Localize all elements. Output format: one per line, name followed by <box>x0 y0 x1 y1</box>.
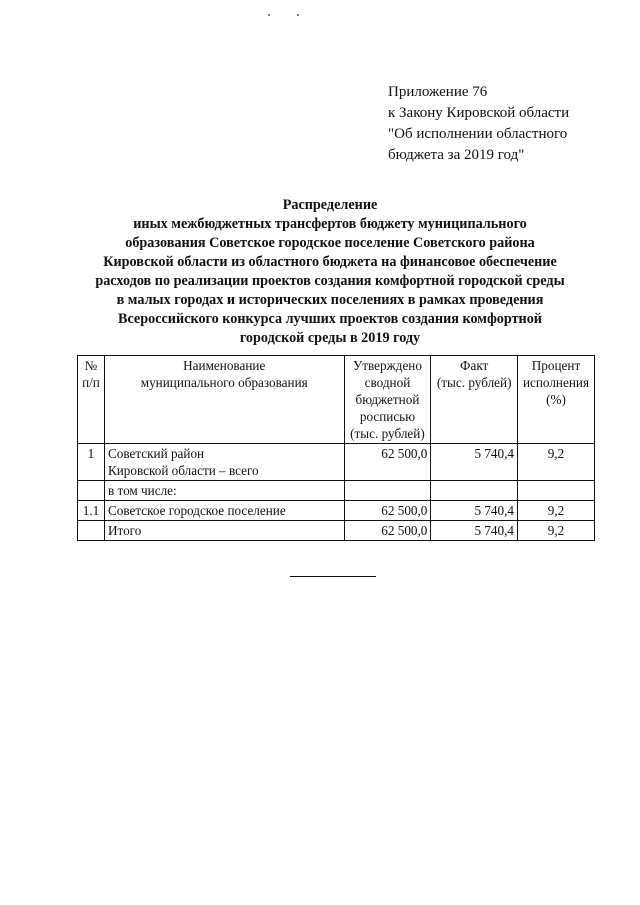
cell-approved: 62 500,0 <box>344 444 431 481</box>
title-line: иных межбюджетных трансфертов бюджету муниципального <box>133 216 527 232</box>
cell-num <box>78 521 105 541</box>
header-text: Факт <box>460 358 489 373</box>
cell-name: Итого <box>104 521 344 541</box>
title-line: Всероссийского конкурса лучших проектов создания комфортной <box>118 311 542 327</box>
scan-speck <box>297 14 299 16</box>
cell-name <box>104 444 344 481</box>
header-text: Утверждено <box>352 358 422 373</box>
cell-percent: 9,2 <box>518 444 595 481</box>
header-text: (тыс. рублей) <box>436 375 512 390</box>
header-text: (тыс. рублей) <box>350 426 425 441</box>
header-text: бюджетной <box>355 392 420 407</box>
appendix-line: Приложение 76 <box>388 84 488 100</box>
header-num <box>78 356 105 444</box>
header-text: росписью <box>359 409 416 424</box>
table-row-total <box>78 521 595 541</box>
document-title <box>70 196 590 348</box>
title-line: Кировской области из областного бюджета на финансовое обеспечение <box>103 254 557 270</box>
transfers-table <box>77 355 595 541</box>
cell-name: в том числе: <box>104 481 344 501</box>
header-fact <box>431 356 518 444</box>
title-line: расходов по реализации проектов создания комфортной городской среды <box>95 273 565 289</box>
cell-num: 1 <box>78 444 105 481</box>
appendix-reference <box>388 82 569 166</box>
cell-num: 1.1 <box>78 501 105 521</box>
cell-approved: 62 500,0 <box>344 501 431 521</box>
cell-fact: 5 740,4 <box>431 501 518 521</box>
cell-name: Советское городское поселение <box>104 501 344 521</box>
cell-approved: 62 500,0 <box>344 521 431 541</box>
title-line: городской среды в 2019 году <box>239 330 421 346</box>
header-text: Процент <box>531 358 581 373</box>
header-text: п/п <box>82 375 100 390</box>
cell-text: Советский район <box>107 446 205 461</box>
header-text: сводной <box>364 375 411 390</box>
title-line: образования Советское городское поселение Советского района <box>125 235 535 251</box>
cell-approved <box>344 481 431 501</box>
cell-percent <box>518 481 595 501</box>
scan-speck <box>268 14 270 16</box>
header-name <box>104 356 344 444</box>
appendix-line: "Об исполнении областного <box>388 126 568 142</box>
header-text: муниципального образования <box>140 375 308 390</box>
header-percent <box>518 356 595 444</box>
header-text: (%) <box>546 392 566 407</box>
title-line: Распределение <box>282 197 378 213</box>
closing-rule <box>290 576 376 577</box>
cell-num <box>78 481 105 501</box>
table-row <box>78 481 595 501</box>
table-header-row <box>78 356 595 444</box>
cell-percent: 9,2 <box>518 501 595 521</box>
appendix-line: бюджета за 2019 год" <box>388 147 525 163</box>
table-row <box>78 444 595 481</box>
table-row <box>78 501 595 521</box>
cell-fact: 5 740,4 <box>431 444 518 481</box>
header-text: № <box>84 358 98 373</box>
header-approved <box>344 356 431 444</box>
appendix-line: к Закону Кировской области <box>388 105 570 121</box>
cell-fact <box>431 481 518 501</box>
cell-percent: 9,2 <box>518 521 595 541</box>
cell-fact: 5 740,4 <box>431 521 518 541</box>
header-text: исполнения <box>522 375 590 390</box>
cell-text: Кировской области – всего <box>107 463 259 478</box>
header-text: Наименование <box>183 358 266 373</box>
title-line: в малых городах и исторических поселениях в рамках проведения <box>116 292 544 308</box>
